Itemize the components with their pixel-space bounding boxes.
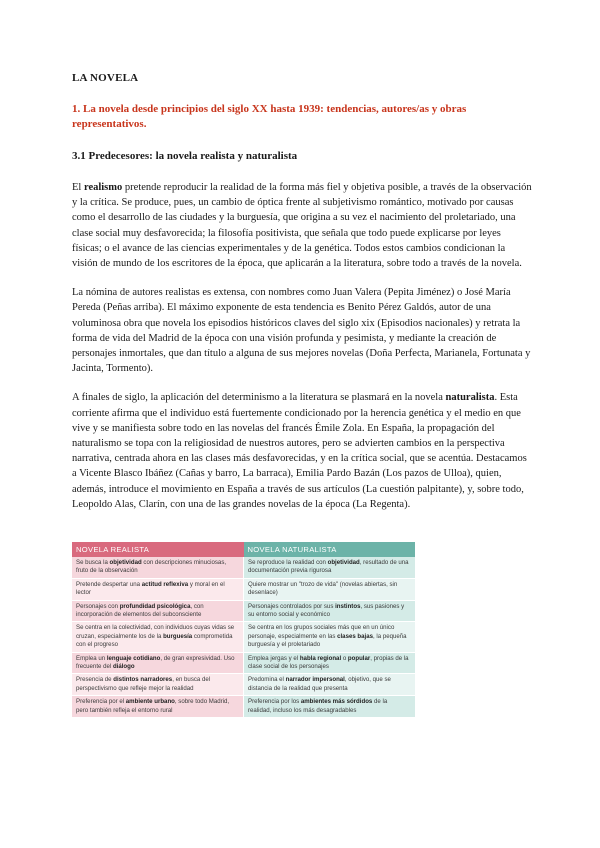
cell-text: Personajes con: [76, 602, 120, 610]
section-heading: 1. La novela desde principios del siglo XX hasta 1939: tendencias, autores/as y obras representativos.: [72, 103, 467, 130]
cell-text: Personajes controlados por sus: [248, 602, 336, 610]
table-cell-naturalista: [244, 674, 416, 696]
table-row: [72, 557, 415, 578]
table-header-naturalista: NOVELA NATURALISTA: [244, 542, 416, 557]
cell-text: de la realidad, incluso los más desagradables: [248, 698, 388, 714]
table-cell-realista: [72, 622, 244, 652]
table-cell-naturalista: [244, 696, 416, 718]
cell-text: Emplea un: [76, 654, 107, 662]
table-cell-naturalista: [244, 600, 416, 622]
paragraph-text: . Esta corriente afirma que el individuo está fuertemente condicionado por la herencia genética y el medio en que vive y se manifiesta sobre todo en las novelas del francés Émile Zola. En España, la propagación del naturalismo se topa con la religiosidad de nuestros autores, pero se advierten cambios en la perspectiva narrativa, centrada ahora en las clases más desfavorecidas, y en la crítica social, que se acentúa. Destacamos a Vicente Blasco Ibáñez (Cañas y barro, La barraca), Emilia Pardo Bazán (Los pazos de Ulloa), quien, además, introduce el movimiento en España a través de sus artículos (La cuestión palpitante), y, sobre todo, Leopoldo Alas, Clarín, con una de las grandes novelas de la época (La Regenta).: [72, 392, 527, 510]
paragraph-text: pretende reproducir la realidad de la forma más fiel y objetiva posible, a través de la observación y la crítica. Se produce, pues, un cambio de óptica frente al subjetivismo romántico, motivado por causas como el desarrollo de las ciudades y la burguesía, que origina a su vez el nacimiento del proletariado, una clase social muy desfavorecida; la filosofía positivista, que señala que todo puede explicarse por leyes físicas; o el avance de las ciencias experimentales y de la genética. Todos estos cambios condicionan la visión de mundo de los escritores de la época, que aplicarán a la literatura, sobre todo a través de la novela.: [72, 182, 532, 270]
cell-text: , de gran expresividad. Uso frecuente del: [76, 654, 235, 671]
table-cell-realista: [72, 652, 244, 674]
document-page: [72, 72, 532, 526]
table-cell-realista: [72, 557, 244, 578]
cell-text: , objetivo, que se distancia de la realidad que presenta: [248, 676, 391, 692]
cell-text: con descripciones minuciosas, fruto de la observación: [76, 559, 227, 575]
cell-text: , con incorporación de elementos del subconsciente: [76, 602, 204, 619]
table-cell-realista: [72, 600, 244, 622]
cell-text: Preferencia por los: [248, 698, 301, 706]
paragraph-autores-realistas: La nómina de autores realistas es extensa, con nombres como Juan Valera (Pepita Jiménez) o José María Pereda (Peñas arriba). El máximo exponente de esta tendencia es Benito Pérez Galdós, autor de una voluminosa obra que novela los episodios históricos claves del siglo xix (Episodios nacionales) y retrata la forma de vida del Madrid de la época con una visión profunda y pesimista, y mediante la creación de personajes inmortales, que dan título a alguna de sus mejores novelas (Doña Perfecta, Marianela, Fortunata y Jacinta, Tormento).: [72, 287, 531, 375]
cell-text: , en busca del perspectivismo que refleje mejor la realidad: [76, 676, 211, 692]
cell-text: , sobre todo Madrid, pero también refleja el entorno rural: [76, 698, 230, 714]
cell-keyword: distintos narradores: [113, 676, 173, 684]
table-cell-realista: [72, 674, 244, 696]
cell-text: , propias de la clase social de los personajes: [248, 654, 409, 671]
cell-text: o: [341, 654, 348, 662]
keyword-naturalista: naturalista: [445, 392, 495, 404]
table-cell-naturalista: [244, 578, 416, 600]
cell-text: Presencia de: [76, 676, 114, 684]
table-row: [72, 696, 415, 718]
cell-keyword: habla regional: [299, 654, 342, 662]
table-cell-naturalista: [244, 622, 416, 652]
table-cell-naturalista: [244, 557, 416, 578]
cell-text: , sus pasiones y su entorno social y económico: [248, 602, 405, 619]
cell-keyword: diálogo: [112, 663, 135, 671]
cell-keyword: clases bajas: [337, 632, 374, 640]
table-cell-naturalista: [244, 652, 416, 674]
cell-text: Se centra en la colectividad, con individuos cuyas vidas se cruzan, especialmente los de la: [76, 624, 235, 640]
cell-text: Se busca la: [76, 559, 110, 566]
cell-keyword: ambiente urbano: [125, 698, 175, 706]
table-header-row: [72, 542, 415, 557]
cell-keyword: lenguaje cotidiano: [106, 654, 161, 662]
paragraph-realismo: [72, 180, 532, 271]
table-row: [72, 600, 415, 622]
table-header-realista: NOVELA REALISTA: [72, 542, 244, 557]
paragraph-text: A finales de siglo, la aplicación del determinismo a la literatura se plasmará en la novela: [72, 392, 446, 404]
table-cell-realista: [72, 578, 244, 600]
paragraph-naturalismo: [72, 390, 532, 512]
sub-heading: 3.1 Predecesores: la novela realista y naturalista: [72, 150, 298, 162]
cell-text: Preferencia por el: [76, 698, 126, 706]
cell-text: comprometida con el progreso: [76, 632, 233, 649]
cell-keyword: burguesía: [163, 632, 193, 640]
comparison-table: [72, 542, 415, 718]
paragraph-text: El: [72, 182, 84, 193]
table-row: [72, 578, 415, 600]
cell-keyword: narrador impersonal: [285, 676, 345, 684]
cell-text: Quiere mostrar un "trozo de vida" (novelas abiertas, sin desenlace): [248, 580, 398, 597]
cell-text: Emplea jergas y el: [248, 654, 300, 662]
cell-keyword: instintos: [335, 602, 361, 610]
cell-text: , la pequeña burguesía y el proletariado: [248, 632, 407, 649]
table-row: [72, 622, 415, 652]
cell-text: Se centra en los grupos sociales más que en un único personaje, especialmente en las: [248, 624, 395, 640]
table-row: [72, 674, 415, 696]
cell-keyword: objetividad: [327, 559, 360, 566]
cell-text: , resultado de una documentación previa rigurosa: [248, 559, 409, 575]
table-cell-realista: [72, 696, 244, 718]
cell-keyword: objetividad: [109, 559, 142, 566]
cell-keyword: ambientes más sórdidos: [300, 698, 373, 706]
cell-text: Predomina el: [248, 676, 286, 684]
document-title: LA NOVELA: [72, 72, 139, 84]
cell-text: Se reproduce la realidad con: [248, 559, 328, 566]
table-row: [72, 652, 415, 674]
cell-keyword: actitud reflexiva: [141, 580, 189, 588]
cell-keyword: profundidad psicológica: [119, 602, 191, 610]
keyword-realismo: realismo: [83, 182, 123, 193]
cell-text: Pretende despertar una: [76, 580, 142, 588]
cell-keyword: popular: [347, 654, 371, 662]
cell-text: y moral en el lector: [76, 580, 225, 597]
